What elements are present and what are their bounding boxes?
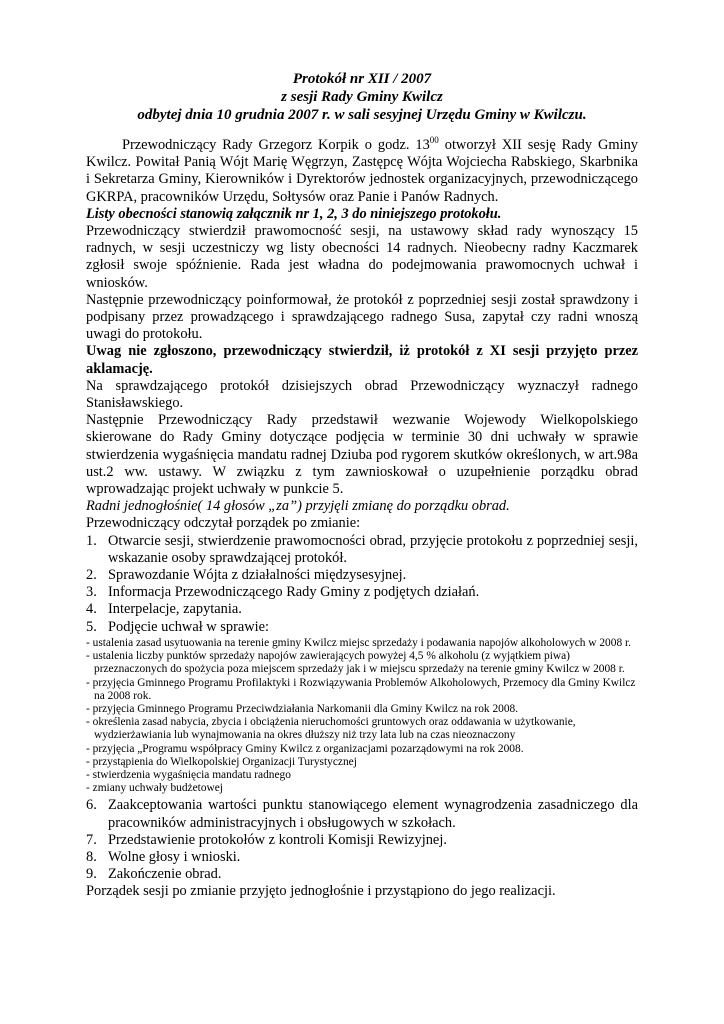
resolution-item: - stwierdzenia wygaśnięcia mandatu radnego <box>86 768 291 781</box>
resolution-item: - ustalenia liczby punktów sprzedaży napojów zawierających powyżej 4,5 % alkoholu (z wyjątkiem piwa) przeznaczonych do spożycia poza miejscem sprzedaży jak i w miejscu sprzedaży na terenie gminy Kwilcz w 2008 r. <box>86 650 625 676</box>
closing-paragraph: Porządek sesji po zmianie przyjęto jednogłośnie i przystąpiono do jego realizacji. <box>86 883 556 900</box>
intro-text-start: Przewodniczący Rady Grzegorz Korpik o godz. 13 <box>122 137 430 153</box>
agenda-intro: Przewodniczący odczytał porządek po zmianie: <box>86 515 361 532</box>
attendance-note: Listy obecności stanowią załącznik nr 1, 2, 3 do niniejszego protokołu. <box>86 205 502 222</box>
agenda-item: 8. Wolne głosy i wnioski. <box>86 848 241 865</box>
resolution-item: - przyjęcia Gminnego Programu Profilaktyki i Rozwiązywania Problemów Alkoholowych, Przemocy dla Gminy Kwilcz na 2008 rok. <box>86 676 636 702</box>
minutes-accepted-paragraph: Uwag nie zgłoszono, przewodniczący stwierdził, iż protokół z XI sesji przyjęto przez aklamację. <box>86 343 638 377</box>
resolution-item: - przyjęcia „Programu współpracy Gminy Kwilcz z organizacjami pozarządowymi na rok 2008. <box>86 742 524 755</box>
agenda-item: 5. Podjęcie uchwał w sprawie: <box>86 618 270 635</box>
session-date-place: odbytej dnia 10 grudnia 2007 r. w sali sesyjnej Urzędu Gminy w Kwilczu. <box>137 107 587 123</box>
agenda-item: 2. Sprawozdanie Wójta z działalności międzysesyjnej. <box>86 567 407 584</box>
resolution-item: - przystąpienia do Wielkopolskiej Organizacji Turystycznej <box>86 755 357 768</box>
agenda-item: 6. Zaakceptowania wartości punktu stanowiącego element wynagrodzenia zasadniczego dla pracowników administracyjnych i obsługowych w szkołach. <box>86 797 638 831</box>
intro-paragraph <box>86 137 638 206</box>
agenda-item: 3. Informacja Przewodniczącego Rady Gminy z podjętych działań. <box>86 584 480 601</box>
resolutions-list <box>86 637 638 795</box>
resolution-item: - zmiany uchwały budżetowej <box>86 782 223 795</box>
intro-text-end: otworzył XII sesję Rady Gminy Kwilcz. Powitał Panią Wójt Marię Węgrzyn, Zastępcę Wójta Wojciecha Rabskiego, Skarbnika i Sekretarza Gminy, Kierowników i Dyrektorów jednostek organizacyjnych, przewodniczącego GKRPA, pracowników Urzędu, Sołtysów oraz Panie i Panów Radnych. <box>86 137 638 205</box>
resolution-item: - przyjęcia Gminnego Programu Przeciwdziałania Narkomanii dla Gminy Kwilcz na rok 2008. <box>86 702 519 715</box>
agenda-list-continued <box>86 797 638 883</box>
minutes-check-paragraph: Następnie przewodniczący poinformował, że protokół z poprzedniej sesji został sprawdzony i podpisany przez prowadzącego i sprawdzającego radnego Susa, zapytał czy radni wnoszą uwagi do protokołu. <box>86 291 638 343</box>
agenda-item: 7. Przedstawienie protokołów z kontroli Komisji Rewizyjnej. <box>86 831 447 848</box>
agenda-item: 9. Zakończenie obrad. <box>86 866 222 883</box>
protocol-title: Protokół nr XII / 2007 <box>292 71 432 87</box>
voivode-request-paragraph: Następnie Przewodniczący Rady przedstawił wezwanie Wojewody Wielkopolskiego skierowane do Rady Gminy dotyczące podjęcia w terminie 30 dni uchwały w sprawie stwierdzenia wygaśnięcia mandatu radnej Dziuba pod rygorem skutków określonych, w art.98a ust.2 ww. ustawy. W związku z tym zawnioskował o uzupełnienie porządku obrad wprowadzając projekt uchwały w punkcie 5. <box>86 412 638 498</box>
agenda-item: 1. Otwarcie sesji, stwierdzenie prawomocności obrad, przyjęcie protokołu z poprzedniej sesji, wskazanie osoby sprawdzającej protokół. <box>86 532 638 566</box>
resolution-item: - ustalenia zasad usytuowania na terenie gminy Kwilcz miejsc sprzedaży i podawania napojów alkoholowych w 2008 r. <box>86 636 632 649</box>
protocol-body <box>86 137 638 901</box>
time-minutes-sup: 00 <box>429 135 439 146</box>
vote-result: Radni jednogłośnie( 14 głosów „za”) przyjęli zmianę do porządku obrad. <box>86 498 510 515</box>
agenda-list <box>86 533 638 636</box>
resolution-item: - określenia zasad nabycia, zbycia i obciążenia nieruchomości gruntowych oraz oddawania w użytkowanie, wydzierżawiania lub wynajmowania na okres dłuższy niż trzy lata lub na czas nieoznaczony <box>86 716 576 742</box>
quorum-paragraph: Przewodniczący stwierdził prawomocność sesji, na ustawowy skład rady wynoszący 15 radnych, w sesji uczestniczy wg listy obecności 14 radnych. Nieobecny radny Kaczmarek zgłosił swoje spóźnienie. Rada jest władna do podejmowania prawomocnych uchwał i wniosków. <box>86 223 638 291</box>
session-subtitle: z sesji Rady Gminy Kwilcz <box>281 89 443 105</box>
verifier-paragraph: Na sprawdzającego protokół dzisiejszych obrad Przewodniczący wyznaczył radnego Stanisławskiego. <box>86 377 638 412</box>
agenda-item: 4. Interpelacje, zapytania. <box>86 601 242 618</box>
